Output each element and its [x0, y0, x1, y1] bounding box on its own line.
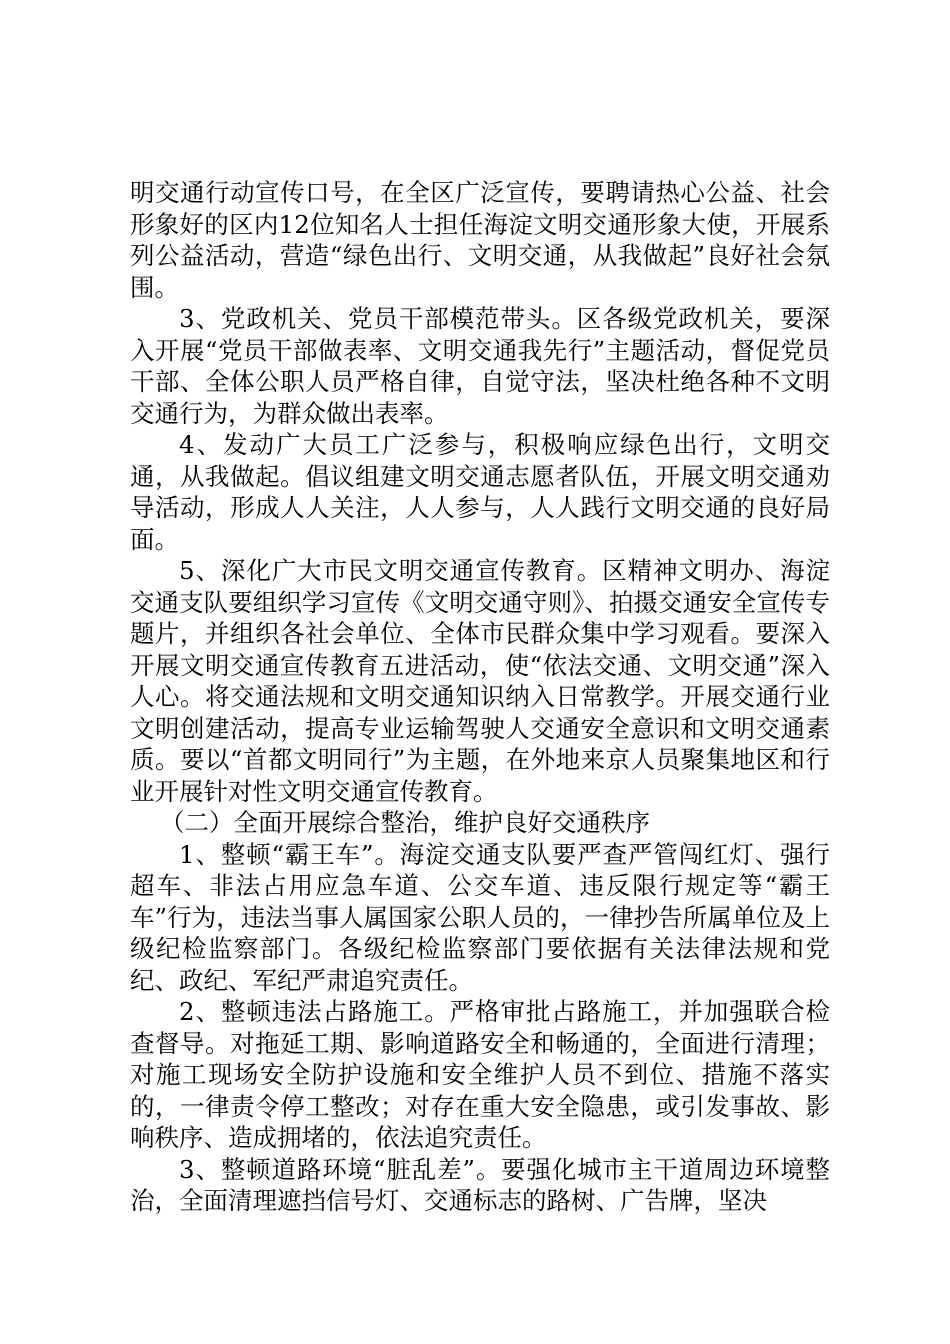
- section-heading: （二）全面开展综合整治，维护良好交通秩序: [160, 808, 650, 837]
- paragraph-item-5: 5、深化广大市民文明交通宣传教育。区精神文明办、海淀交通支队要组织学习宣传《文明交通守则》、拍摄交通安全宣传专题片，并组织各社会单位、全体市民群众集中学习观看。要深入开展文明交通宣传教育五进活动，使“依法交通、文明交通”深入人心。将交通法规和文明交通知识纳入日常教学。开展交通行业文明创建活动，提高专业运输驾驶人交通安全意识和文明交通素质。要以“首都文明同行”为主题，在外地来京人员聚集地区和行业开展针对性文明交通宣传教育。: [130, 556, 830, 806]
- paragraph-item-4: 4、发动广大员工广泛参与，积极响应绿色出行，文明交通，从我做起。倡议组建文明交通志愿者队伍，开展文明交通劝导活动，形成人人关注，人人参与，人人践行文明交通的良好局面。: [130, 430, 830, 554]
- paragraph-item-1: 1、整顿“霸王车”。海淀交通支队要严查严管闯红灯、强行超车、非法占用应急车道、公交车道、违反限行规定等“霸王车”行为，违法当事人属国家公职人员的，一律抄告所属单位及上级纪检监察部门。各级纪检监察部门要依据有关法律法规和党纪、政纪、军纪严肃追究责任。: [130, 839, 830, 995]
- paragraph-item-2: 2、整顿违法占路施工。严格审批占路施工，并加强联合检查督导。对拖延工期、影响道路安全和畅通的，全面进行清理；对施工现场安全防护设施和安全维护人员不到位、措施不落实的，一律责令停工整改；对存在重大安全隐患，或引发事故、影响秩序、造成拥堵的，依法追究责任。: [130, 997, 830, 1152]
- paragraph-item-3: 3、党政机关、党员干部模范带头。区各级党政机关，要深入开展“党员干部做表率、文明交通我先行”主题活动，督促党员干部、全体公职人员严格自律，自觉守法，坚决杜绝各种不文明交通行为，为群众做出表率。: [130, 304, 830, 428]
- document-body: [130, 177, 830, 1217]
- paragraph-continuation: 明交通行动宣传口号，在全区广泛宣传，要聘请热心公益、社会形象好的区内12位知名人士担任海淀文明交通形象大使，开展系列公益活动，营造“绿色出行、文明交通，从我做起”良好社会氛围。: [130, 178, 830, 302]
- paragraph-item-3-roads: 3、整顿道路环境“脏乱差”。要强化城市主干道周边环境整治，全面清理遮挡信号灯、交通标志的路树、广告牌，坚决: [130, 1154, 830, 1215]
